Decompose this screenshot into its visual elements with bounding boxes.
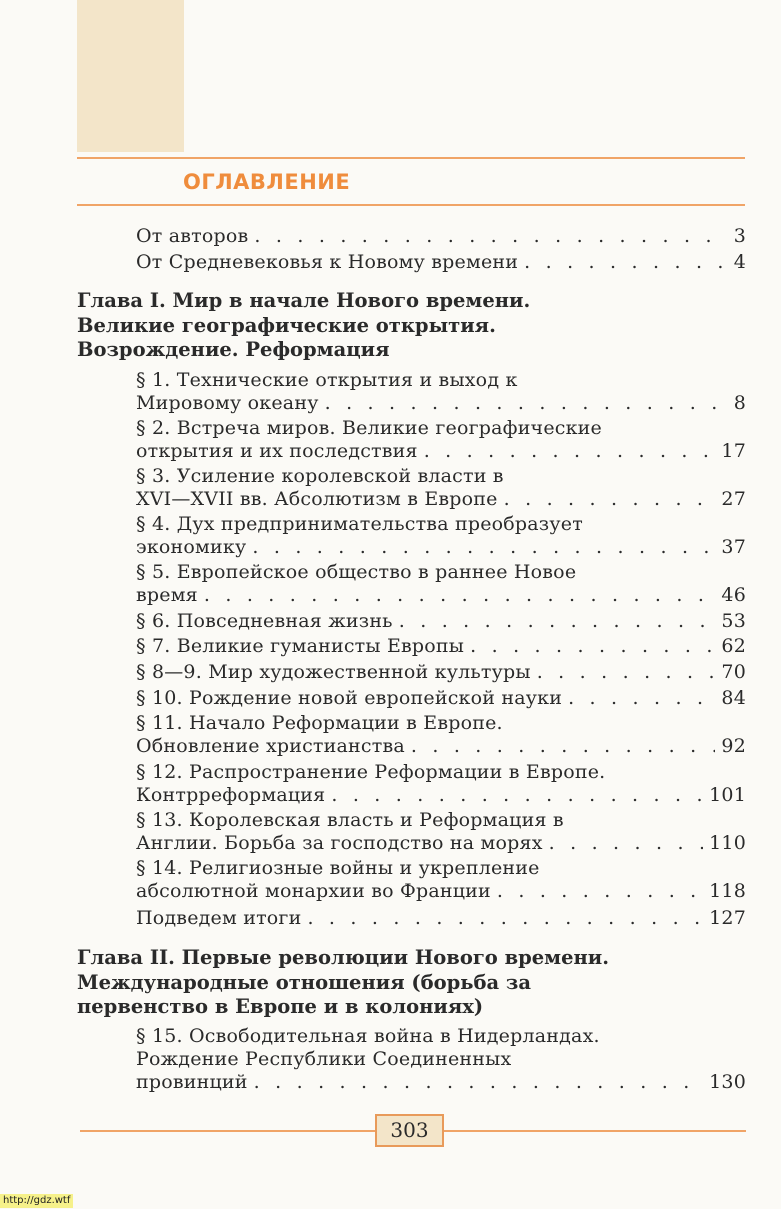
toc-entry-title: § 14. Религиозные войны и укрепление	[136, 857, 540, 879]
toc-entry-title: § 12. Распространение Реформации в Европе.	[136, 761, 606, 783]
toc-entry-title: абсолютной монархии во Франции	[136, 880, 491, 902]
chapter-heading-line: Глава I. Мир в начале Нового времени.	[77, 289, 531, 312]
toc-entry[interactable]	[136, 513, 746, 559]
toc-entry-page: 37	[721, 536, 746, 558]
toc-entry-title: От Средневековья к Новому времени	[136, 251, 519, 273]
toc-entry-title: § 7. Великие гуманисты Европы	[136, 635, 465, 657]
toc-entry-title: § 1. Технические открытия и выход к	[136, 369, 518, 391]
toc-entry-title: Англии. Борьба за господство на морях	[136, 832, 543, 854]
toc-entry-title: § 3. Усиление королевской власти в	[136, 465, 504, 487]
toc-entry-title: § 4. Дух предпринимательства преобразует	[136, 513, 583, 535]
chapter-heading[interactable]	[77, 946, 745, 1020]
toc-entry-page: 4	[733, 251, 746, 273]
toc-entry-title: Мировому океану	[136, 392, 319, 414]
toc-entry[interactable]	[136, 907, 746, 930]
toc-entry-page: 17	[721, 440, 746, 462]
divider	[77, 157, 745, 159]
toc-entry-page: 8	[733, 392, 746, 414]
divider	[77, 204, 745, 206]
toc-entry[interactable]	[136, 225, 746, 248]
toc-entry-title: § 11. Начало Реформации в Европе.	[136, 712, 503, 734]
toc-entry-title: § 8—9. Мир художественной культуры	[136, 661, 531, 683]
toc-entry-title: Обновление христианства	[136, 735, 405, 757]
toc-entry-page: 3	[733, 225, 746, 247]
toc-entry[interactable]	[136, 369, 746, 415]
toc-entry[interactable]	[136, 251, 746, 274]
toc-entry-page: 130	[709, 1071, 746, 1093]
toc-entry-title: открытия и их последствия	[136, 440, 418, 462]
toc-entry[interactable]	[136, 635, 746, 658]
chapter-heading-line: первенство в Европе и в колониях)	[77, 995, 484, 1018]
toc-entry[interactable]	[136, 712, 746, 758]
page-title: ОГЛАВЛЕНИЕ	[183, 170, 351, 194]
toc-entry[interactable]	[136, 610, 746, 633]
toc-entry[interactable]	[136, 465, 746, 511]
toc-entry-title: § 5. Европейское общество в раннее Новое	[136, 561, 577, 583]
toc-entry[interactable]	[136, 561, 746, 607]
toc-entry-title: экономику	[136, 536, 247, 558]
toc-entry-page: 53	[721, 610, 746, 632]
toc-entry-title: Подведем итоги	[136, 907, 302, 929]
toc-entry-title: § 6. Повседневная жизнь	[136, 610, 393, 632]
toc-entry-title: § 10. Рождение новой европейской науки	[136, 687, 563, 709]
toc-entry-title: § 2. Встреча миров. Великие географические	[136, 417, 602, 439]
watermark-link[interactable]: http://gdz.wtf	[0, 1194, 73, 1208]
toc-entry-title: время	[136, 584, 198, 606]
divider	[444, 1130, 746, 1132]
chapter-heading-line: Возрождение. Реформация	[77, 338, 390, 361]
toc-entry[interactable]	[136, 1025, 746, 1094]
toc-entry-page: 118	[709, 880, 746, 902]
toc-entry-page: 70	[721, 661, 746, 683]
decorative-block	[77, 0, 184, 152]
toc-entry-title: провинций	[136, 1071, 248, 1093]
toc-entry-title: § 13. Королевская власть и Реформация в	[136, 809, 564, 831]
chapter-heading-line: Глава II. Первые революции Нового времени.	[77, 946, 610, 969]
toc-entry-page: 101	[709, 784, 746, 806]
chapter-heading[interactable]	[77, 289, 745, 363]
toc-entry-title: От авторов	[136, 225, 249, 247]
chapter-heading-line: Великие географические открытия.	[77, 313, 496, 337]
toc-entry-page: 46	[721, 584, 746, 606]
chapter-heading-line: Международные отношения (борьба за	[77, 970, 532, 994]
toc-entry[interactable]	[136, 809, 746, 855]
toc-entry-page: 62	[721, 635, 746, 657]
divider	[80, 1130, 376, 1132]
toc-entry[interactable]	[136, 417, 746, 463]
toc-entry[interactable]	[136, 857, 746, 903]
page-number: 303	[375, 1114, 444, 1147]
toc-entry-page: 127	[709, 907, 746, 929]
toc-entry[interactable]	[136, 687, 746, 710]
toc-entry-title: Контрреформация	[136, 784, 326, 806]
toc-entry-page: 92	[721, 735, 746, 757]
toc-entry-page: 84	[721, 687, 746, 709]
toc-entry-page: 110	[709, 832, 746, 854]
toc-entry-page: 27	[721, 488, 746, 510]
toc-entry-title: Рождение Республики Соединенных	[136, 1048, 512, 1070]
toc-entry-title: XVI—XVII вв. Абсолютизм в Европе	[136, 488, 498, 510]
toc-entry[interactable]	[136, 761, 746, 807]
toc-entry[interactable]	[136, 661, 746, 684]
toc-entry-title: § 15. Освободительная война в Нидерландах.	[136, 1025, 600, 1047]
